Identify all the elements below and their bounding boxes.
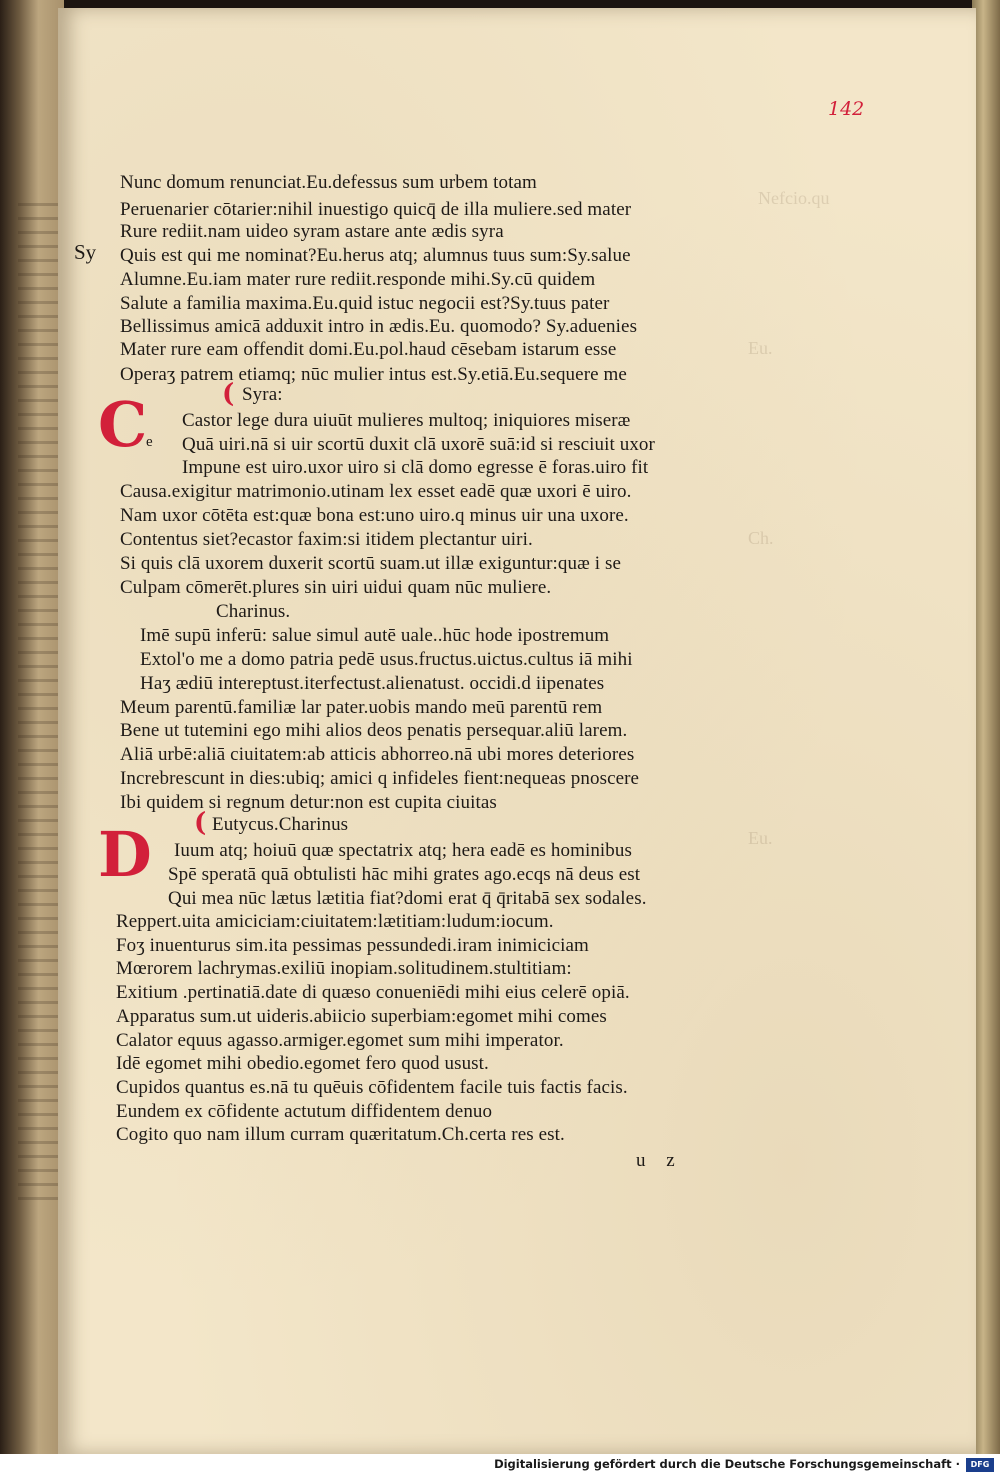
text-line: Peruenarier cōtarier:nihil inuestigo quicq̄ de illa muliere.sed mater (120, 199, 632, 220)
text-line: Impune est uiro.uxor uiro si clā domo egresse ē foras.uiro fit (182, 457, 649, 478)
text-line: Spē speratā quā obtulisti hāc mihi grates ago.ecqs nā deus est (168, 864, 641, 885)
text-line: Mœrorem lachrymas.exiliū inopiam.solitudinem.stultitiam: (116, 958, 572, 979)
show-through-text: Eu. (748, 338, 773, 358)
text-line: Idē egomet mihi obedio.egomet fero quod usust. (116, 1053, 489, 1074)
book-fore-edge (972, 0, 1000, 1456)
text-line: Exitium .pertinatiā.date di quæso conueniēdi mihi eius celerē opiā. (116, 982, 630, 1003)
red-initial: C (98, 388, 148, 461)
text-line: Operaʒ patrem etiamq; nūc mulier intus est.Sy.etiā.Eu.sequere me (120, 364, 627, 385)
text-column (58, 8, 976, 1208)
text-line: Bellissimus amicā adduxit intro in ædis.Eu. quomodo? Sy.aduenies (120, 316, 638, 337)
speaker-heading: Charinus. (216, 601, 291, 622)
text-line: Reppert.uita amiciciam:ciuitatem:lætitiam:ludum:iocum. (116, 911, 554, 932)
show-through-text: Eu. (748, 828, 773, 848)
text-line: Haʒ ædiū intereptust.iterfectust.alienatust. occidi.d iipenates (140, 673, 605, 694)
text-line: Nunc domum renunciat.Eu.defessus sum urbem totam (120, 172, 537, 193)
text-line: Eundem ex cōfidente actutum diffidentem denuo (116, 1101, 493, 1122)
text-line: Bene ut tutemini ego mihi alios deos penatis persequar.aliū larem. (120, 720, 628, 741)
text-line: Si quis clā uxorem duxerit scortū suam.ut illæ exiguntur:quæ i se (120, 553, 621, 574)
text-line: Aliā urbē:aliā ciuitatem:ab atticis abhorreo.nā ubi mores deteriores (120, 744, 635, 765)
digitization-footer (0, 1454, 1000, 1476)
text-line: Calator equus agasso.armiger.egomet sum mihi imperator. (116, 1030, 564, 1051)
adjacent-page-edge (0, 0, 64, 1456)
manuscript-page (58, 8, 976, 1454)
dfg-logo: DFG (966, 1458, 994, 1472)
text-line: Rure rediit.nam uideo syram astare ante ædis syra (120, 221, 504, 242)
folio-number: 142 (828, 98, 865, 120)
text-line: Culpam cōmerēt.plures sin uiri uidui quam nūc muliere. (120, 577, 552, 598)
text-line: Mater rure eam offendit domi.Eu.pol.haud cēsebam istarum esse (120, 339, 617, 360)
text-line: Extol'o me a domo patria pedē usus.fructus.uictus.cultus iā mihi (140, 649, 633, 670)
text-line: Salute a familia maxima.Eu.quid istuc negocii est?Sy.tuus pater (120, 293, 610, 314)
text-line: Meum parentū.familiæ lar pater.uobis mando meū parentū rem (120, 697, 603, 718)
guide-letter: e (146, 434, 153, 450)
text-line: Contentus siet?ecastor faxim:si itidem plectantur uiri. (120, 529, 533, 550)
text-line: Castor lege dura uiuūt mulieres multoq; iniquiores miseræ (182, 410, 631, 431)
quire-signature: u z (636, 1150, 675, 1171)
text-line: Quis est qui me nominat?Eu.herus atq; alumnus tuus sum:Sy.salue (120, 245, 631, 266)
footer-credit: Digitalisierung gefördert durch die Deutsche Forschungsgemeinschaft · (494, 1457, 960, 1471)
paragraph-mark: ( (222, 379, 235, 409)
red-initial: D (98, 818, 152, 891)
speaker-heading: Syra: (242, 384, 283, 405)
text-line: Qui mea nūc lætus lætitia fiat?domi erat q̄ q̄ritabā sex sodales. (168, 888, 647, 909)
text-line: Apparatus sum.ut uideris.abiicio superbiam:egomet mihi comes (116, 1006, 607, 1027)
text-line: Causa.exigitur matrimonio.utinam lex esset eadē quæ uxori ē uiro. (120, 481, 632, 502)
text-line: Quā uiri.nā si uir scortū duxit clā uxorē suā:id si resciuit uxor (182, 434, 655, 455)
text-line: Iuum atq; hoiuū quæ spectatrix atq; hera eadē es hominibus (174, 840, 632, 861)
text-line: Ibi quidem si regnum detur:non est cupita ciuitas (120, 792, 497, 813)
text-line: Imē supū inferū: salue simul autē uale..hūc hode ipostremum (140, 625, 610, 646)
text-line: Alumne.Eu.iam mater rure rediit.responde mihi.Sy.cū quidem (120, 269, 596, 290)
text-line: Cogito quo nam illum curram quæritatum.Ch.certa res est. (116, 1124, 565, 1145)
paragraph-mark: ( (194, 808, 207, 838)
text-line: Nam uxor cōtēta est:quæ bona est:uno uiro.q minus uir una uxore. (120, 505, 629, 526)
show-through-text: Ch. (748, 528, 774, 548)
text-line: Increbrescunt in dies:ubiq; amici q infideles fient:nequeas pnoscere (120, 768, 640, 789)
margin-speaker-label: Sy (74, 240, 97, 264)
speaker-heading: Eutycus.Charinus (212, 814, 349, 835)
text-line: Cupidos quantus es.nā tu quēuis cōfidentem facile tuis factis facis. (116, 1077, 628, 1098)
show-through-text: Nefcio.qu (758, 188, 830, 208)
text-line: Foʒ inuenturus sim.ita pessimas pessundedi.iram inimiciciam (116, 935, 589, 956)
